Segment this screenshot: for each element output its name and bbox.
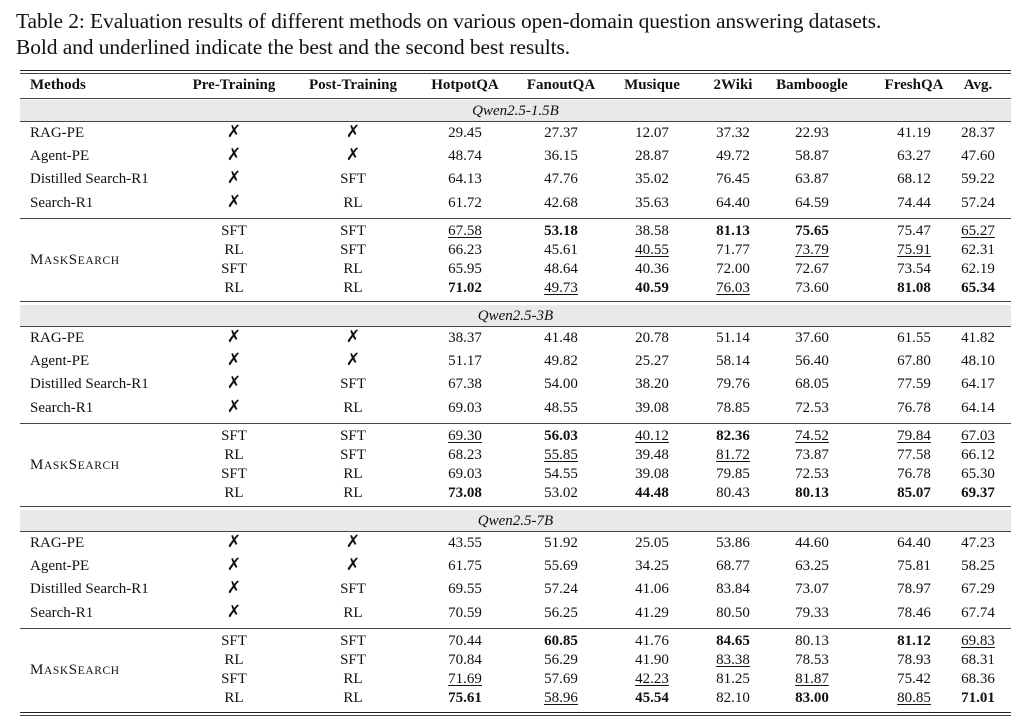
score-cell: 27.37 bbox=[544, 125, 578, 141]
score-cell: 64.14 bbox=[961, 399, 995, 416]
pre-training-value: ✗ bbox=[226, 373, 242, 393]
method-name: Search-R1 bbox=[30, 604, 94, 621]
score-cell: 75.61 bbox=[448, 690, 482, 706]
masksearch-label-part: M bbox=[30, 457, 44, 473]
score-cell: 44.60 bbox=[795, 535, 829, 551]
pre-training-value: SFT bbox=[221, 261, 247, 277]
pre-training-value: ✗ bbox=[226, 168, 242, 188]
pre-training-value: RL bbox=[224, 447, 244, 463]
pre-training-value: ✗ bbox=[226, 532, 242, 551]
score-cell: 44.48 bbox=[635, 485, 669, 501]
score-cell: 81.12 bbox=[897, 633, 931, 649]
masksearch-label-part: EARCH bbox=[77, 460, 120, 472]
column-header: Bamboogle bbox=[776, 77, 848, 93]
pre-training-value: ✗ bbox=[226, 396, 242, 416]
score-cell: 56.03 bbox=[544, 428, 578, 444]
score-cell: 35.63 bbox=[635, 194, 669, 211]
score-cell: 79.76 bbox=[716, 376, 750, 393]
score-cell: 39.48 bbox=[635, 447, 669, 463]
score-cell: 74.44 bbox=[897, 194, 931, 211]
caption-line-2: Bold and underlined indicate the best and the second best results. bbox=[16, 35, 571, 59]
score-cell: 63.25 bbox=[795, 558, 829, 575]
score-cell: 48.55 bbox=[544, 399, 578, 416]
post-training-value: SFT bbox=[340, 242, 366, 258]
masksearch-label-part: S bbox=[68, 252, 78, 268]
section-rule bbox=[20, 218, 1011, 219]
score-cell: 64.59 bbox=[795, 194, 829, 211]
score-cell: 61.75 bbox=[448, 558, 482, 575]
score-cell: 68.12 bbox=[897, 171, 931, 188]
score-cell: 69.03 bbox=[448, 466, 482, 482]
masksearch-label-part: EARCH bbox=[77, 665, 120, 677]
post-training-value: SFT bbox=[340, 428, 366, 444]
score-cell: 63.87 bbox=[795, 171, 829, 188]
post-training-value: SFT bbox=[340, 633, 366, 649]
pre-training-value: ✗ bbox=[226, 555, 242, 575]
pre-training-value: ✗ bbox=[226, 122, 242, 141]
score-cell: 61.72 bbox=[448, 194, 482, 211]
masksearch-label-part: S bbox=[68, 662, 78, 678]
pre-training-value: ✗ bbox=[226, 191, 242, 211]
score-cell: 76.03 bbox=[716, 280, 750, 296]
column-header: Post-Training bbox=[308, 77, 398, 93]
score-cell: 73.07 bbox=[795, 581, 829, 598]
score-cell: 29.45 bbox=[448, 125, 482, 141]
score-cell: 65.30 bbox=[961, 466, 995, 482]
score-cell: 70.84 bbox=[448, 652, 482, 668]
score-cell: 51.17 bbox=[448, 353, 482, 370]
column-header: FanoutQA bbox=[526, 77, 596, 93]
score-cell: 64.13 bbox=[448, 171, 482, 188]
score-cell: 81.87 bbox=[795, 671, 829, 687]
method-name: RAG-PE bbox=[30, 535, 85, 551]
score-cell: 55.69 bbox=[544, 558, 578, 575]
post-training-value: SFT bbox=[340, 581, 366, 598]
pre-training-value: RL bbox=[224, 690, 244, 706]
score-cell: 56.29 bbox=[544, 652, 578, 668]
header-rule bbox=[20, 98, 1011, 99]
score-cell: 70.59 bbox=[448, 604, 482, 621]
masksearch-method-label bbox=[30, 660, 120, 681]
score-cell: 39.08 bbox=[635, 466, 669, 482]
pre-training-value: RL bbox=[224, 485, 244, 501]
method-name: Distilled Search-R1 bbox=[30, 376, 149, 393]
score-cell: 37.60 bbox=[795, 330, 829, 346]
post-training-value: ✗ bbox=[345, 532, 361, 551]
score-cell: 42.23 bbox=[635, 671, 669, 687]
score-cell: 75.91 bbox=[897, 242, 931, 258]
score-cell: 64.40 bbox=[897, 535, 931, 551]
method-name: Agent-PE bbox=[30, 353, 90, 370]
score-cell: 48.10 bbox=[961, 353, 995, 370]
score-cell: 73.54 bbox=[897, 261, 931, 277]
masksearch-label-part: S bbox=[68, 457, 78, 473]
score-cell: 76.78 bbox=[897, 399, 931, 416]
score-cell: 62.31 bbox=[961, 242, 995, 258]
score-cell: 79.84 bbox=[897, 428, 931, 444]
post-training-value: RL bbox=[343, 466, 363, 482]
score-cell: 75.65 bbox=[795, 223, 829, 239]
model-group-label: Qwen2.5-1.5B bbox=[472, 103, 559, 119]
score-cell: 41.82 bbox=[961, 330, 995, 346]
score-cell: 37.32 bbox=[716, 125, 750, 141]
score-cell: 65.95 bbox=[448, 261, 482, 277]
group-rule bbox=[20, 326, 1011, 327]
score-cell: 68.77 bbox=[716, 558, 750, 575]
score-cell: 59.22 bbox=[961, 171, 995, 188]
score-cell: 65.34 bbox=[961, 280, 995, 296]
score-cell: 67.80 bbox=[897, 353, 931, 370]
score-cell: 72.53 bbox=[795, 399, 829, 416]
score-cell: 67.58 bbox=[448, 223, 482, 239]
score-cell: 45.61 bbox=[544, 242, 578, 258]
score-cell: 62.19 bbox=[961, 261, 995, 277]
bottom-rule bbox=[20, 712, 1011, 713]
pre-training-value: ✗ bbox=[226, 601, 242, 621]
score-cell: 72.00 bbox=[716, 261, 750, 277]
score-cell: 80.85 bbox=[897, 690, 931, 706]
bottom-rule-inner bbox=[20, 715, 1011, 716]
group-end-rule bbox=[20, 506, 1011, 507]
score-cell: 40.12 bbox=[635, 428, 669, 444]
score-cell: 34.25 bbox=[635, 558, 669, 575]
group-rule bbox=[20, 531, 1011, 532]
score-cell: 78.85 bbox=[716, 399, 750, 416]
method-name: Search-R1 bbox=[30, 194, 94, 211]
score-cell: 48.64 bbox=[544, 261, 578, 277]
pre-training-value: RL bbox=[224, 280, 244, 296]
score-cell: 73.60 bbox=[795, 280, 829, 296]
score-cell: 67.03 bbox=[961, 428, 995, 444]
post-training-value: SFT bbox=[340, 447, 366, 463]
score-cell: 58.25 bbox=[961, 558, 995, 575]
score-cell: 42.68 bbox=[544, 194, 578, 211]
score-cell: 38.37 bbox=[448, 330, 482, 346]
method-name: Distilled Search-R1 bbox=[30, 171, 149, 188]
score-cell: 36.15 bbox=[544, 148, 578, 165]
score-cell: 79.85 bbox=[716, 466, 750, 482]
score-cell: 76.45 bbox=[716, 171, 750, 188]
post-training-value: RL bbox=[343, 485, 363, 501]
score-cell: 68.23 bbox=[448, 447, 482, 463]
pre-training-value: SFT bbox=[221, 223, 247, 239]
method-name: Distilled Search-R1 bbox=[30, 581, 149, 598]
score-cell: 78.53 bbox=[795, 652, 829, 668]
score-cell: 41.06 bbox=[635, 581, 669, 598]
score-cell: 67.38 bbox=[448, 376, 482, 393]
score-cell: 51.14 bbox=[716, 330, 750, 346]
score-cell: 40.59 bbox=[635, 280, 669, 296]
post-training-value: ✗ bbox=[345, 327, 361, 346]
score-cell: 41.19 bbox=[897, 125, 931, 141]
column-header: HotpotQA bbox=[431, 77, 499, 93]
score-cell: 25.05 bbox=[635, 535, 669, 551]
masksearch-method-label bbox=[30, 250, 120, 271]
model-group-label: Qwen2.5-3B bbox=[477, 308, 554, 324]
pre-training-value: SFT bbox=[221, 633, 247, 649]
score-cell: 76.78 bbox=[897, 466, 931, 482]
score-cell: 51.92 bbox=[544, 535, 578, 551]
score-cell: 20.78 bbox=[635, 330, 669, 346]
score-cell: 85.07 bbox=[897, 485, 931, 501]
score-cell: 69.03 bbox=[448, 399, 482, 416]
masksearch-label-part: ASK bbox=[43, 255, 69, 267]
score-cell: 78.93 bbox=[897, 652, 931, 668]
score-cell: 74.52 bbox=[795, 428, 829, 444]
score-cell: 55.85 bbox=[544, 447, 578, 463]
score-cell: 81.08 bbox=[897, 280, 931, 296]
score-cell: 60.85 bbox=[544, 633, 578, 649]
model-group-label: Qwen2.5-7B bbox=[477, 513, 554, 529]
group-end-rule bbox=[20, 301, 1011, 302]
masksearch-method-label bbox=[30, 455, 120, 476]
score-cell: 56.25 bbox=[544, 604, 578, 621]
pre-training-value: SFT bbox=[221, 428, 247, 444]
score-cell: 40.36 bbox=[635, 261, 669, 277]
score-cell: 45.54 bbox=[635, 690, 669, 706]
score-cell: 80.13 bbox=[795, 485, 829, 501]
score-cell: 68.05 bbox=[795, 376, 829, 393]
pre-training-value: ✗ bbox=[226, 327, 242, 346]
score-cell: 66.23 bbox=[448, 242, 482, 258]
post-training-value: ✗ bbox=[345, 555, 361, 575]
score-cell: 58.14 bbox=[716, 353, 750, 370]
score-cell: 53.86 bbox=[716, 535, 750, 551]
score-cell: 80.13 bbox=[795, 633, 829, 649]
post-training-value: SFT bbox=[340, 652, 366, 668]
column-header: Musique bbox=[624, 77, 680, 93]
column-header: FreshQA bbox=[884, 77, 944, 93]
masksearch-label-part: M bbox=[30, 662, 44, 678]
score-cell: 75.42 bbox=[897, 671, 931, 687]
score-cell: 25.27 bbox=[635, 353, 669, 370]
score-cell: 71.77 bbox=[716, 242, 750, 258]
score-cell: 28.37 bbox=[961, 125, 995, 141]
score-cell: 73.08 bbox=[448, 485, 482, 501]
post-training-value: SFT bbox=[340, 171, 366, 188]
score-cell: 57.24 bbox=[544, 581, 578, 598]
score-cell: 43.55 bbox=[448, 535, 482, 551]
score-cell: 41.76 bbox=[635, 633, 669, 649]
post-training-value: SFT bbox=[340, 223, 366, 239]
column-header: Avg. bbox=[963, 77, 993, 93]
top-rule-inner bbox=[20, 73, 1011, 74]
score-cell: 73.87 bbox=[795, 447, 829, 463]
masksearch-label-part: EARCH bbox=[77, 255, 120, 267]
masksearch-label-part: ASK bbox=[43, 460, 69, 472]
section-rule bbox=[20, 628, 1011, 629]
masksearch-label-part: ASK bbox=[43, 665, 69, 677]
top-rule bbox=[20, 70, 1011, 71]
score-cell: 48.74 bbox=[448, 148, 482, 165]
score-cell: 83.38 bbox=[716, 652, 750, 668]
score-cell: 75.47 bbox=[897, 223, 931, 239]
score-cell: 47.76 bbox=[544, 171, 578, 188]
score-cell: 47.60 bbox=[961, 148, 995, 165]
score-cell: 80.43 bbox=[716, 485, 750, 501]
score-cell: 28.87 bbox=[635, 148, 669, 165]
score-cell: 49.82 bbox=[544, 353, 578, 370]
score-cell: 64.40 bbox=[716, 194, 750, 211]
pre-training-value: SFT bbox=[221, 466, 247, 482]
score-cell: 69.30 bbox=[448, 428, 482, 444]
score-cell: 47.23 bbox=[961, 535, 995, 551]
score-cell: 63.27 bbox=[897, 148, 931, 165]
pre-training-value: SFT bbox=[221, 671, 247, 687]
method-name: Agent-PE bbox=[30, 148, 90, 165]
score-cell: 78.97 bbox=[897, 581, 931, 598]
score-cell: 82.36 bbox=[716, 428, 750, 444]
method-name: RAG-PE bbox=[30, 125, 85, 141]
score-cell: 80.50 bbox=[716, 604, 750, 621]
score-cell: 68.36 bbox=[961, 671, 995, 687]
column-header: 2Wiki bbox=[713, 77, 753, 93]
score-cell: 81.13 bbox=[716, 223, 750, 239]
score-cell: 77.58 bbox=[897, 447, 931, 463]
score-cell: 39.08 bbox=[635, 399, 669, 416]
score-cell: 67.29 bbox=[961, 581, 995, 598]
caption-line-1: Table 2: Evaluation results of different methods on various open-domain question answering datasets. bbox=[16, 9, 882, 33]
score-cell: 12.07 bbox=[635, 125, 669, 141]
score-cell: 65.27 bbox=[961, 223, 995, 239]
post-training-value: RL bbox=[343, 604, 363, 621]
column-header: Pre-Training bbox=[192, 77, 276, 93]
section-rule bbox=[20, 423, 1011, 424]
score-cell: 53.18 bbox=[544, 223, 578, 239]
score-cell: 54.00 bbox=[544, 376, 578, 393]
score-cell: 71.01 bbox=[961, 690, 995, 706]
score-cell: 35.02 bbox=[635, 171, 669, 188]
post-training-value: RL bbox=[343, 194, 363, 211]
group-rule bbox=[20, 121, 1011, 122]
post-training-value: ✗ bbox=[345, 122, 361, 141]
post-training-value: RL bbox=[343, 280, 363, 296]
score-cell: 22.93 bbox=[795, 125, 829, 141]
score-cell: 49.72 bbox=[716, 148, 750, 165]
pre-training-value: ✗ bbox=[226, 350, 242, 370]
score-cell: 69.37 bbox=[961, 485, 995, 501]
score-cell: 70.44 bbox=[448, 633, 482, 649]
pre-training-value: ✗ bbox=[226, 578, 242, 598]
score-cell: 38.20 bbox=[635, 376, 669, 393]
post-training-value: SFT bbox=[340, 376, 366, 393]
score-cell: 73.79 bbox=[795, 242, 829, 258]
post-training-value: ✗ bbox=[345, 145, 361, 165]
pre-training-value: RL bbox=[224, 242, 244, 258]
score-cell: 78.46 bbox=[897, 604, 931, 621]
post-training-value: RL bbox=[343, 690, 363, 706]
post-training-value: RL bbox=[343, 399, 363, 416]
score-cell: 41.90 bbox=[635, 652, 669, 668]
score-cell: 75.81 bbox=[897, 558, 931, 575]
column-header: Methods bbox=[30, 77, 86, 93]
score-cell: 69.83 bbox=[961, 633, 995, 649]
score-cell: 61.55 bbox=[897, 330, 931, 346]
score-cell: 81.72 bbox=[716, 447, 750, 463]
score-cell: 71.02 bbox=[448, 280, 482, 296]
score-cell: 72.53 bbox=[795, 466, 829, 482]
score-cell: 66.12 bbox=[961, 447, 995, 463]
score-cell: 57.69 bbox=[544, 671, 578, 687]
score-cell: 38.58 bbox=[635, 223, 669, 239]
score-cell: 79.33 bbox=[795, 604, 829, 621]
score-cell: 56.40 bbox=[795, 353, 829, 370]
score-cell: 40.55 bbox=[635, 242, 669, 258]
method-name: RAG-PE bbox=[30, 330, 85, 346]
score-cell: 58.96 bbox=[544, 690, 578, 706]
masksearch-label-part: M bbox=[30, 252, 44, 268]
table-caption bbox=[16, 8, 1016, 60]
method-name: Agent-PE bbox=[30, 558, 90, 575]
post-training-value: ✗ bbox=[345, 350, 361, 370]
post-training-value: RL bbox=[343, 261, 363, 277]
score-cell: 81.25 bbox=[716, 671, 750, 687]
score-cell: 83.00 bbox=[795, 690, 829, 706]
score-cell: 69.55 bbox=[448, 581, 482, 598]
score-cell: 49.73 bbox=[544, 280, 578, 296]
pre-training-value: RL bbox=[224, 652, 244, 668]
post-training-value: RL bbox=[343, 671, 363, 687]
score-cell: 68.31 bbox=[961, 652, 995, 668]
score-cell: 72.67 bbox=[795, 261, 829, 277]
score-cell: 41.48 bbox=[544, 330, 578, 346]
score-cell: 82.10 bbox=[716, 690, 750, 706]
score-cell: 77.59 bbox=[897, 376, 931, 393]
score-cell: 84.65 bbox=[716, 633, 750, 649]
score-cell: 41.29 bbox=[635, 604, 669, 621]
method-name: Search-R1 bbox=[30, 399, 94, 416]
score-cell: 58.87 bbox=[795, 148, 829, 165]
score-cell: 54.55 bbox=[544, 466, 578, 482]
score-cell: 71.69 bbox=[448, 671, 482, 687]
pre-training-value: ✗ bbox=[226, 145, 242, 165]
score-cell: 57.24 bbox=[961, 194, 995, 211]
score-cell: 67.74 bbox=[961, 604, 995, 621]
score-cell: 64.17 bbox=[961, 376, 995, 393]
score-cell: 83.84 bbox=[716, 581, 750, 598]
score-cell: 53.02 bbox=[544, 485, 578, 501]
